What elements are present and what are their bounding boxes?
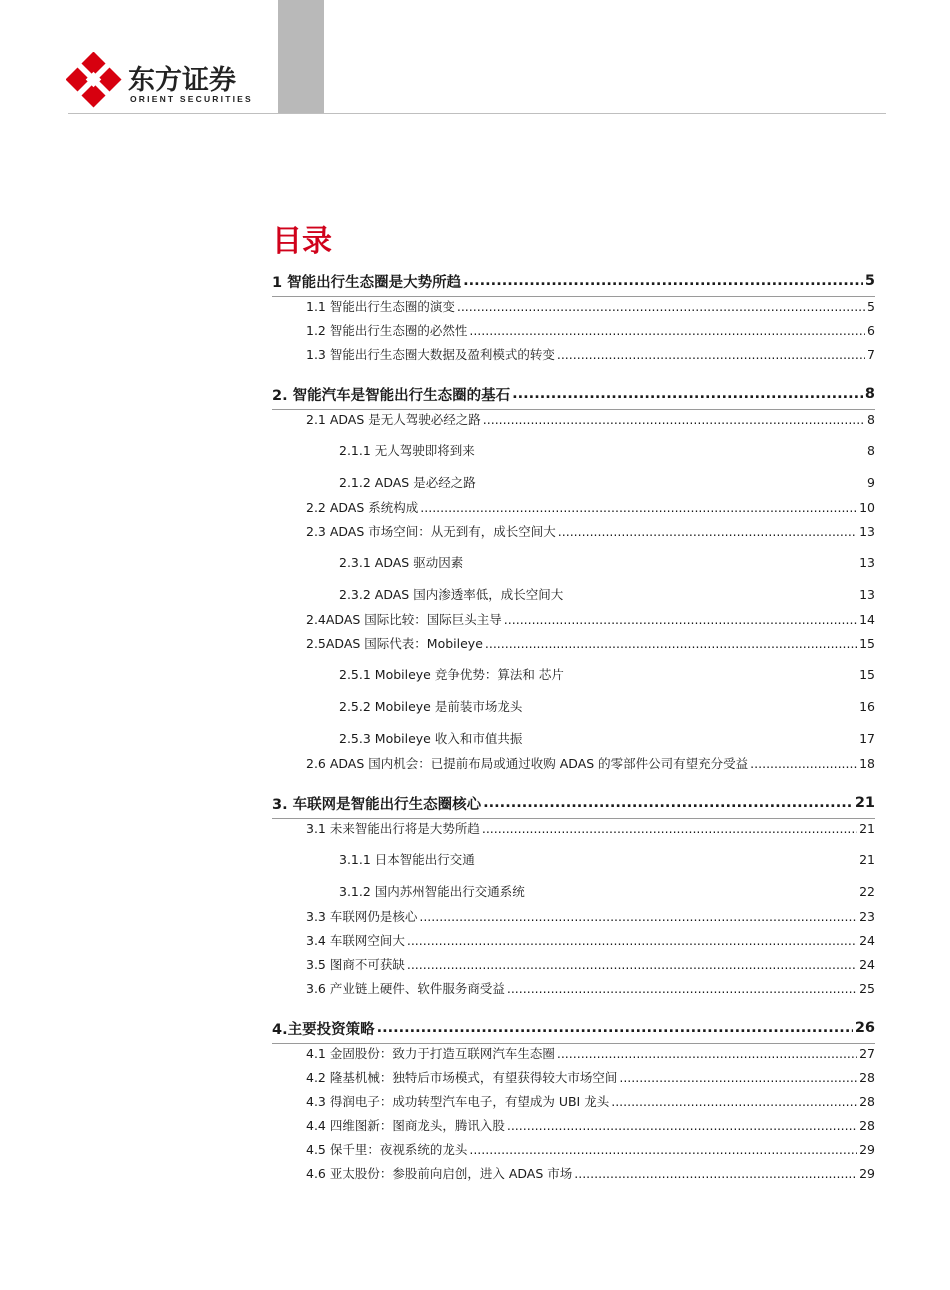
toc-entry-level-2[interactable]: [272, 345, 875, 369]
toc-leader-dots: [512, 387, 863, 401]
table-of-contents: [272, 266, 875, 1188]
toc-entry-page-number: 6: [867, 323, 875, 338]
toc-entry-label: 3.4 车联网空间大: [306, 933, 405, 948]
toc-leader-dots: [507, 981, 857, 996]
toc-entry-level-2[interactable]: [272, 1068, 875, 1092]
toc-entry-label: 2.2 ADAS 系统构成: [306, 500, 419, 515]
toc-leader-dots: [574, 1166, 857, 1181]
toc-entry-label: 1.3 智能出行生态圈大数据及盈利模式的转变: [306, 347, 555, 362]
toc-entry-label: 2.1.1 无人驾驶即将到来: [339, 443, 475, 458]
toc-entry-level-3[interactable]: [272, 658, 875, 690]
toc-entry-page-number: 25: [859, 981, 875, 996]
toc-entry-label: 3.1.2 国内苏州智能出行交通系统: [339, 884, 525, 899]
toc-leader-dots: [469, 323, 865, 338]
toc-entry-label: 2.5ADAS 国际代表：Mobileye: [306, 636, 483, 651]
toc-entry-label: 3.1 未来智能出行将是大势所趋: [306, 821, 480, 836]
toc-entry-page-number: 9: [867, 474, 875, 490]
toc-entry-level-3[interactable]: [272, 875, 875, 907]
toc-entry-level-2[interactable]: [272, 610, 875, 634]
toc-entry-label: 3.6 产业链上硬件、软件服务商受益: [306, 981, 505, 996]
logo-mark-icon: [66, 52, 122, 108]
toc-entry-page-number: 7: [867, 347, 875, 362]
toc-entry-level-1[interactable]: [272, 379, 875, 409]
toc-entry-label: 1.1 智能出行生态圈的演变: [306, 299, 455, 314]
toc-entry-level-1[interactable]: [272, 788, 875, 818]
toc-entry-label: 4.4 四维图新：图商龙头，腾讯入股: [306, 1118, 505, 1133]
toc-leader-dots: [482, 821, 857, 836]
toc-entry-level-3[interactable]: [272, 466, 875, 498]
toc-entry-level-2[interactable]: [272, 522, 875, 546]
toc-entry-page-number: 24: [859, 933, 875, 948]
toc-entry-page-number: 17: [859, 730, 875, 746]
toc-entry-page-number: 29: [859, 1166, 875, 1181]
toc-leader-dots: [611, 1094, 857, 1109]
toc-entry-page-number: 28: [859, 1070, 875, 1085]
toc-leader-dots: [419, 909, 857, 924]
toc-entry-page-number: 13: [859, 524, 875, 539]
toc-title: 目录: [272, 224, 332, 259]
toc-entry-page-number: 8: [864, 386, 875, 402]
logo-text-cn: 东方证券: [128, 65, 236, 96]
toc-entry-page-number: 5: [867, 299, 875, 314]
toc-entry-label: 2.4ADAS 国际比较：国际巨头主导: [306, 612, 502, 627]
toc-entry-page-number: 15: [859, 636, 875, 651]
toc-entry-level-2[interactable]: [272, 979, 875, 1003]
header-gray-bar: [278, 0, 324, 114]
toc-entry-level-2[interactable]: [272, 754, 875, 778]
toc-leader-dots: [504, 612, 857, 627]
toc-leader-dots: [469, 1142, 857, 1157]
toc-entry-page-number: 16: [859, 698, 875, 714]
toc-entry-level-2[interactable]: [272, 297, 875, 321]
toc-entry-label: 2.5.3 Mobileye 收入和市值共振: [339, 731, 523, 746]
toc-entry-level-2[interactable]: [272, 931, 875, 955]
toc-entry-level-3[interactable]: [272, 546, 875, 578]
toc-entry-level-2[interactable]: [272, 321, 875, 345]
toc-entry-level-1[interactable]: [272, 1013, 875, 1043]
toc-entry-page-number: 29: [859, 1142, 875, 1157]
toc-entry-page-number: 18: [859, 756, 875, 771]
toc-entry-page-number: 8: [867, 442, 875, 458]
toc-entry-page-number: 22: [859, 883, 875, 899]
toc-entry-level-2[interactable]: [272, 1092, 875, 1116]
toc-entry-page-number: 15: [859, 666, 875, 682]
toc-entry-level-2[interactable]: [272, 1044, 875, 1068]
toc-entry-page-number: 13: [859, 554, 875, 570]
toc-leader-dots: [420, 500, 857, 515]
section-spacer: [272, 778, 875, 788]
toc-entry-label: 2.3.1 ADAS 驱动因素: [339, 555, 464, 570]
toc-leader-dots: [557, 1046, 857, 1061]
toc-entry-level-2[interactable]: [272, 819, 875, 843]
toc-entry-label: 2.5.2 Mobileye 是前装市场龙头: [339, 699, 523, 714]
toc-entry-level-3[interactable]: [272, 690, 875, 722]
toc-leader-dots: [558, 524, 857, 539]
toc-entry-label: 4.5 保千里：夜视系统的龙头: [306, 1142, 468, 1157]
toc-leader-dots: [457, 299, 865, 314]
toc-leader-dots: [407, 933, 857, 948]
toc-leader-dots: [485, 636, 857, 651]
toc-entry-page-number: 28: [859, 1094, 875, 1109]
toc-entry-page-number: 21: [859, 821, 875, 836]
toc-entry-page-number: 26: [854, 1020, 875, 1036]
toc-entry-level-2[interactable]: [272, 1164, 875, 1188]
toc-entry-page-number: 21: [854, 795, 875, 811]
toc-entry-label: 2.1.2 ADAS 是必经之路: [339, 475, 476, 490]
toc-leader-dots: [407, 957, 857, 972]
toc-entry-level-2[interactable]: [272, 410, 875, 434]
toc-leader-dots: [483, 796, 853, 810]
toc-entry-page-number: 23: [859, 909, 875, 924]
section-spacer: [272, 369, 875, 379]
toc-entry-level-1[interactable]: [272, 266, 875, 296]
toc-entry-label: 2.3.2 ADAS 国内渗透率低，成长空间大: [339, 587, 564, 602]
toc-leader-dots: [750, 756, 857, 771]
toc-entry-level-2[interactable]: [272, 498, 875, 522]
toc-leader-dots: [377, 1021, 853, 1035]
toc-entry-page-number: 21: [859, 851, 875, 867]
toc-entry-page-number: 8: [867, 412, 875, 427]
toc-entry-label: 4.3 得润电子：成功转型汽车电子，有望成为 UBI 龙头: [306, 1094, 610, 1109]
toc-leader-dots: [619, 1070, 857, 1085]
toc-entry-label: 4.2 隆基机械：独特后市场模式，有望获得较大市场空间: [306, 1070, 618, 1085]
toc-leader-dots: [507, 1118, 857, 1133]
toc-entry-level-3[interactable]: [272, 578, 875, 610]
toc-entry-label: 3.3 车联网仍是核心: [306, 909, 418, 924]
toc-entry-page-number: 24: [859, 957, 875, 972]
toc-entry-label: 2. 智能汽车是智能出行生态圈的基石: [272, 387, 511, 404]
toc-entry-label: 2.5.1 Mobileye 竞争优势：算法和 芯片: [339, 667, 564, 682]
toc-entry-label: 4.主要投资策略: [272, 1021, 375, 1038]
toc-entry-level-2[interactable]: [272, 955, 875, 979]
toc-entry-label: 4.1 金固股份：致力于打造互联网汽车生态圈: [306, 1046, 555, 1061]
toc-leader-dots: [483, 412, 865, 427]
toc-leader-dots: [557, 347, 865, 362]
toc-entry-page-number: 5: [864, 273, 875, 289]
toc-entry-page-number: 14: [859, 612, 875, 627]
toc-entry-label: 3.1.1 日本智能出行交通: [339, 852, 475, 867]
logo: [66, 52, 266, 112]
toc-entry-label: 2.6 ADAS 国内机会：已提前布局或通过收购 ADAS 的零部件公司有望充分受益: [306, 756, 749, 771]
logo-text-en: ORIENT SECURITIES: [130, 94, 253, 104]
toc-entry-label: 2.3 ADAS 市场空间：从无到有，成长空间大: [306, 524, 556, 539]
toc-entry-page-number: 27: [859, 1046, 875, 1061]
toc-entry-label: 3. 车联网是智能出行生态圈核心: [272, 796, 482, 813]
toc-entry-label: 3.5 图商不可获缺: [306, 957, 405, 972]
toc-entry-page-number: 28: [859, 1118, 875, 1133]
toc-entry-level-3[interactable]: [272, 843, 875, 875]
toc-entry-level-2[interactable]: [272, 1116, 875, 1140]
toc-entry-label: 4.6 亚太股份：参股前向启创，进入 ADAS 市场: [306, 1166, 573, 1181]
toc-entry-level-3[interactable]: [272, 434, 875, 466]
toc-entry-label: 2.1 ADAS 是无人驾驶必经之路: [306, 412, 481, 427]
toc-leader-dots: [463, 274, 863, 288]
section-spacer: [272, 1003, 875, 1013]
header-divider: [68, 113, 886, 114]
toc-entry-label: 1.2 智能出行生态圈的必然性: [306, 323, 468, 338]
toc-entry-level-2[interactable]: [272, 907, 875, 931]
toc-entry-page-number: 13: [859, 586, 875, 602]
toc-entry-label: 1 智能出行生态圈是大势所趋: [272, 274, 462, 291]
toc-entry-level-2[interactable]: [272, 634, 875, 658]
toc-entry-level-3[interactable]: [272, 722, 875, 754]
toc-entry-level-2[interactable]: [272, 1140, 875, 1164]
toc-entry-page-number: 10: [859, 500, 875, 515]
